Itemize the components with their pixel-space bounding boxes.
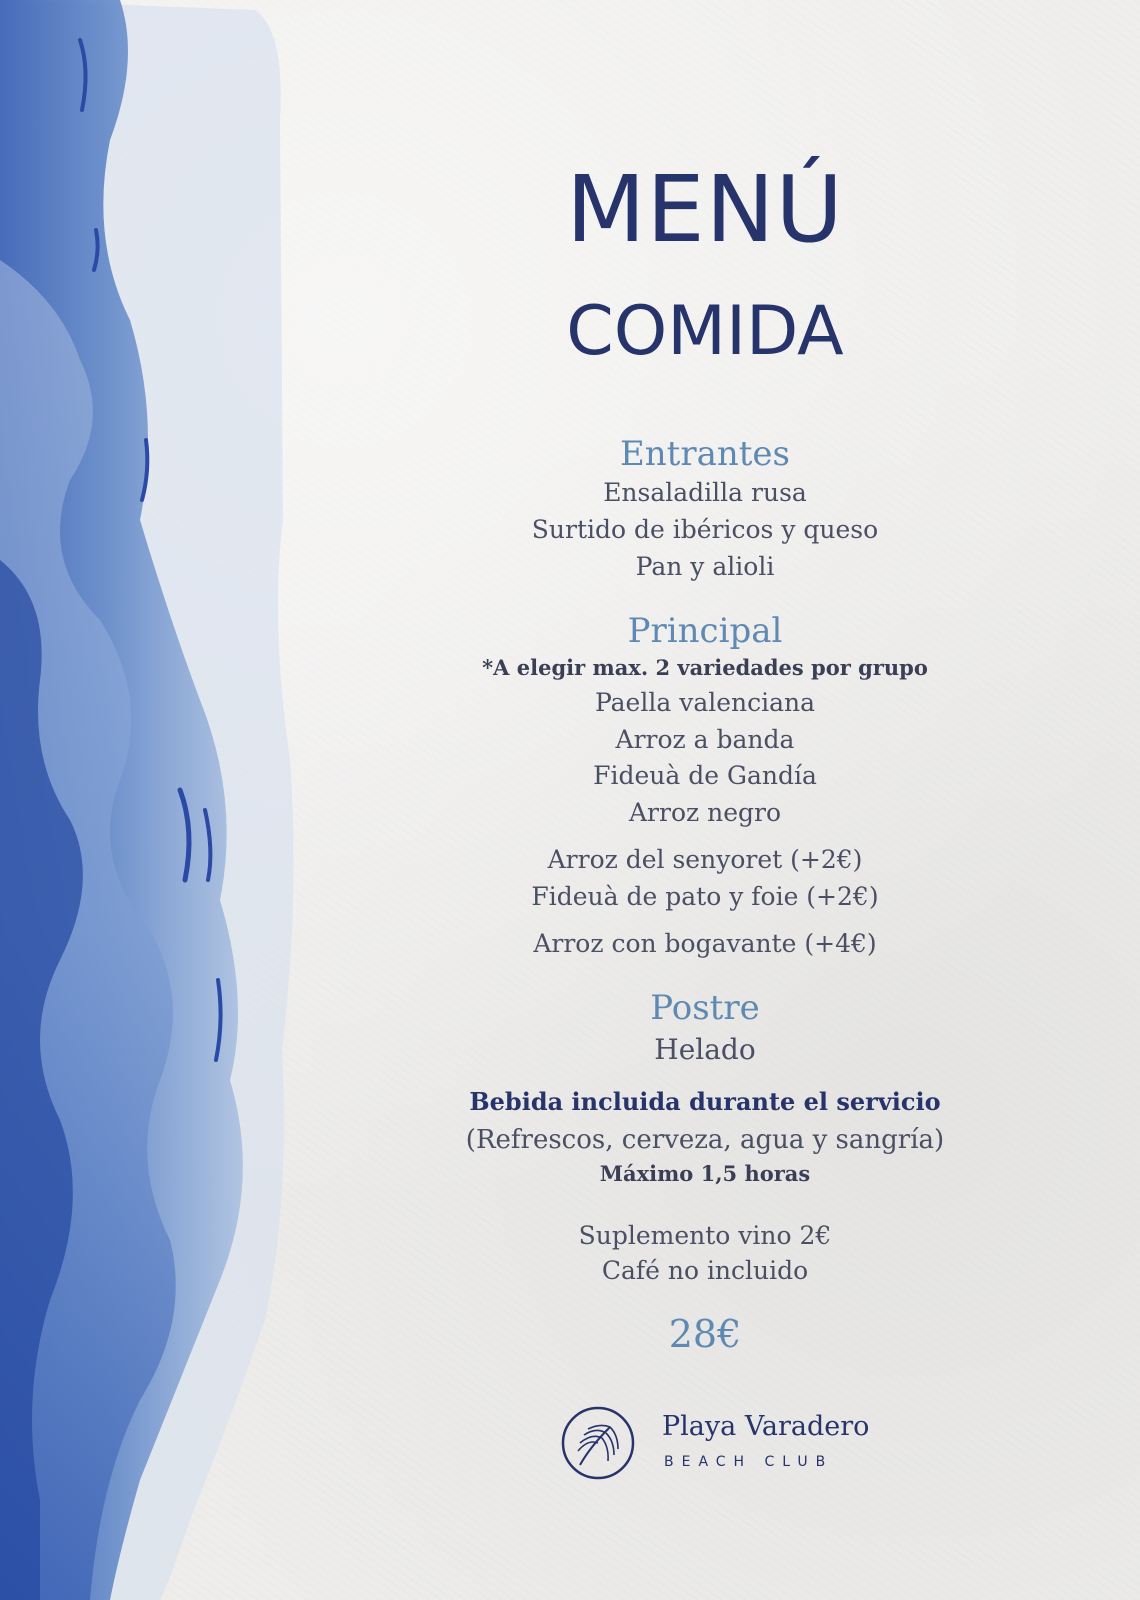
principal-item: Fideuà de pato y foie (+2€)	[531, 882, 879, 911]
principal-note: *A elegir max. 2 variedades por grupo	[482, 655, 928, 680]
brand-tagline: BEACH CLUB	[664, 1454, 834, 1470]
section-heading-principal: Principal	[627, 611, 783, 651]
principal-item: Fideuà de Gandía	[593, 761, 817, 790]
brand-logo	[560, 1405, 870, 1485]
principal-item: Paella valenciana	[594, 688, 816, 717]
wine-supplement: Suplemento vino 2€	[578, 1221, 832, 1250]
brand-name: Playa Varadero	[662, 1411, 870, 1442]
drinks-limit: Máximo 1,5 horas	[599, 1161, 811, 1186]
postre-item: Helado	[654, 1033, 756, 1066]
section-heading-postre: Postre	[650, 988, 760, 1028]
menu-price: 28€	[668, 1312, 742, 1356]
principal-item: Arroz negro	[628, 798, 782, 827]
principal-item: Arroz con bogavante (+4€)	[533, 929, 877, 958]
entrantes-item: Pan y alioli	[635, 552, 775, 581]
menu-subtitle: COMIDA	[566, 292, 844, 371]
drinks-heading: Bebida incluida durante el servicio	[469, 1087, 941, 1116]
watercolor-wash	[0, 0, 320, 1600]
entrantes-item: Surtido de ibéricos y queso	[531, 515, 879, 544]
section-heading-entrantes: Entrantes	[619, 434, 791, 474]
principal-item: Arroz a banda	[615, 725, 795, 754]
drinks-detail: (Refrescos, cerveza, agua y sangría)	[465, 1125, 945, 1155]
entrantes-item: Ensaladilla rusa	[603, 478, 807, 507]
menu-title: MENÚ	[566, 156, 844, 263]
principal-item: Arroz del senyoret (+2€)	[547, 845, 863, 874]
coffee-note: Café no incluido	[601, 1256, 809, 1285]
palm-leaf-circle-icon	[560, 1405, 636, 1481]
